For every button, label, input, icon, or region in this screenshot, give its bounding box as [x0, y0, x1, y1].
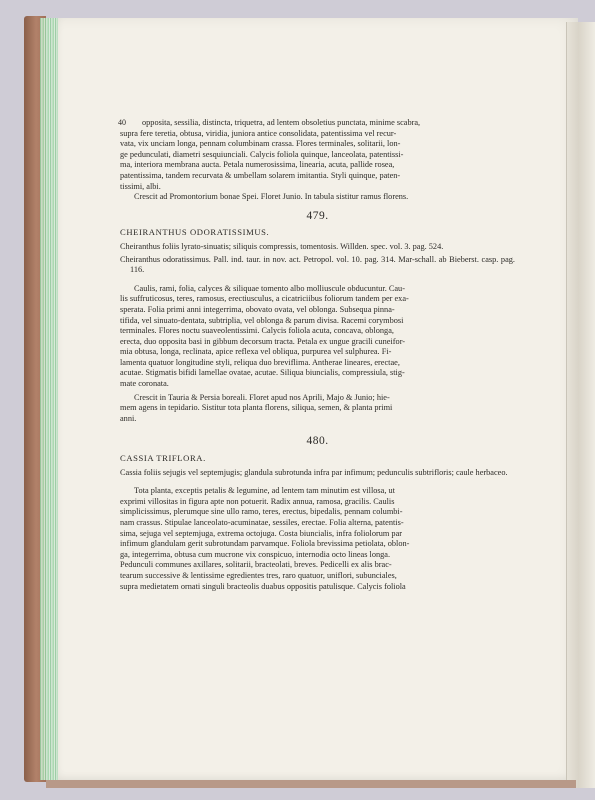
- synonym-line: Cassia foliis sejugis vel septemjugis; glandula subrotunda infra par infimum; pedunculis subtrifloris; caule herbaceo.: [120, 467, 508, 477]
- text-line: tissimi, albi.: [120, 181, 161, 191]
- text-line: lamenta quatuor longitudine styli, reliqua duo breviflima. Antherae lineares, erectae,: [120, 357, 400, 367]
- entry-number: 480.: [306, 435, 329, 448]
- text-line: opposita, sessilia, distincta, triquetra, ad lentem obsoletius punctata, minime scabra,: [142, 118, 421, 127]
- text-line: mia obtusa, longa, reclinata, apice reflexa vel obliqua, purpurea vel sulphurea. Fi-: [120, 347, 392, 357]
- synonym-line: Cheiranthus foliis lyrato-sinuatis; siliquis compressis, tomentosis. Willden. spec. vol. 3. pag. 524.: [120, 241, 444, 251]
- text-line: mate coronata.: [120, 379, 169, 389]
- entry-number: 479.: [306, 209, 329, 222]
- page-content: [120, 118, 515, 592]
- text-line: tearum successive & lentissime egredientes tres, raro quatuor, uniflori, subunciales,: [120, 570, 397, 580]
- text-line: erecta, duo opposita basi in gibbum decorsum tracta. Petala ex ungue gracili cuneifor-: [120, 336, 406, 346]
- text-line: vata, vix unciam longa, pennam columbinam crassa. Flores terminales, solitarii, lon-: [120, 139, 401, 149]
- text-line: ga, integerrima, obtusa cum mucrone vix conspicuo, internodia octo lineas longa.: [120, 549, 391, 559]
- text-line: Tota planta, exceptis petalis & legumine, ad lentem tam minutim est villosa, ut: [134, 486, 395, 496]
- text-line: ge pedunculati, diametri sesquiunciali. Calycis foliola quinque, lanceolata, patentissi-: [120, 149, 404, 159]
- text-line: lis suffruticosus, teres, ramosus, erectiusculus, a cicatriciibus foliorum tandem per exa-: [120, 294, 409, 304]
- text-line: Caulis, rami, folia, calyces & siliquae tomento albo molliuscule obducuntur. Cau-: [134, 283, 405, 293]
- text-line: sima, sejuga vel septemjuga, extrema octojuga. Costa biuncialis, infra foliolorum par: [120, 528, 403, 538]
- text-line: exprimi villositas in figura apte non potuerit. Radix annua, ramosa, gracilis. Caulis: [120, 496, 395, 506]
- synonym-line: Cheiranthus odoratissimus. Pall. ind. taur. in nov. act. Petropol. vol. 10. pag. 314. Mar-schall. ab Bieberst. casp. pag. 116.: [120, 254, 515, 275]
- text-line: sperata. Folia primi anni integerrima, obovato ovata, vel oblonga. Subsequa pinna-: [120, 304, 395, 314]
- book-bottom-edge: [46, 780, 576, 788]
- text-line: acutae. Stigmatis bifidi lamellae ovatae, acutae. Siliqua biuncialis, compressiula, stig-: [120, 368, 405, 378]
- facing-page-edge: [566, 22, 595, 788]
- entry-478-continuation: [120, 118, 515, 129]
- text-line: supra fere teretia, obtusa, viridia, juniora antice consolidata, patentissima vel recur-: [120, 128, 397, 138]
- text-line: supra medietatem ornati singuli bracteolis duabus oppositis patulisque. Calycis foliola: [120, 581, 406, 591]
- text-line: simplicissimus, plerumque sine ullo ramo, teres, erectus, bipedalis, pennam columbi-: [120, 507, 403, 517]
- text-line: patentissima, tandem recurvata & umbellam solarem imitantia. Styli quinque, paten-: [120, 170, 401, 180]
- text-line: mem agens in tepidario. Sistitur tota planta florens, siliqua, semen, & planta primi: [120, 403, 393, 413]
- species-heading: CHEIRANTHUS ODORATISSIMUS.: [120, 227, 270, 238]
- text-line: Crescit in Tauria & Persia boreali. Floret apud nos Aprili, Majo & Junio; hie-: [134, 392, 390, 402]
- page-edge-stack: [40, 18, 60, 780]
- text-line: ma, interiora membrana aucta. Petala numerosissima, linearia, acuta, pallide rosea,: [120, 160, 395, 170]
- text-line: nam crassus. Stipulae lanceolato-acuminatae, sessiles, erectae. Folia alterna, patentis-: [120, 518, 404, 527]
- page-number: 40: [118, 118, 126, 127]
- text-line: terminales. Flores noctu suaveolentissimi. Calycis foliola acuta, concava, oblonga,: [120, 326, 394, 336]
- text-line: anni.: [120, 413, 137, 423]
- species-heading: CASSIA TRIFLORA.: [120, 453, 206, 464]
- text-line: infimum glandulam gerit subrotundam parvamque. Foliola brevissima petiolata, oblon-: [120, 539, 410, 549]
- text-line: Pedunculi communes axillares, solitarii, bracteolati, breves. Pedicelli ex alis brac-: [120, 560, 392, 570]
- text-line: tifida, vel sinuato-dentata, subtriplia, vel oblonga & parum divisa. Racemi corymbosi: [120, 315, 404, 325]
- habitat-paragraph: Crescit ad Promontorium bonae Spei. Floret Junio. In tabula sistitur ramus florens.: [134, 192, 409, 202]
